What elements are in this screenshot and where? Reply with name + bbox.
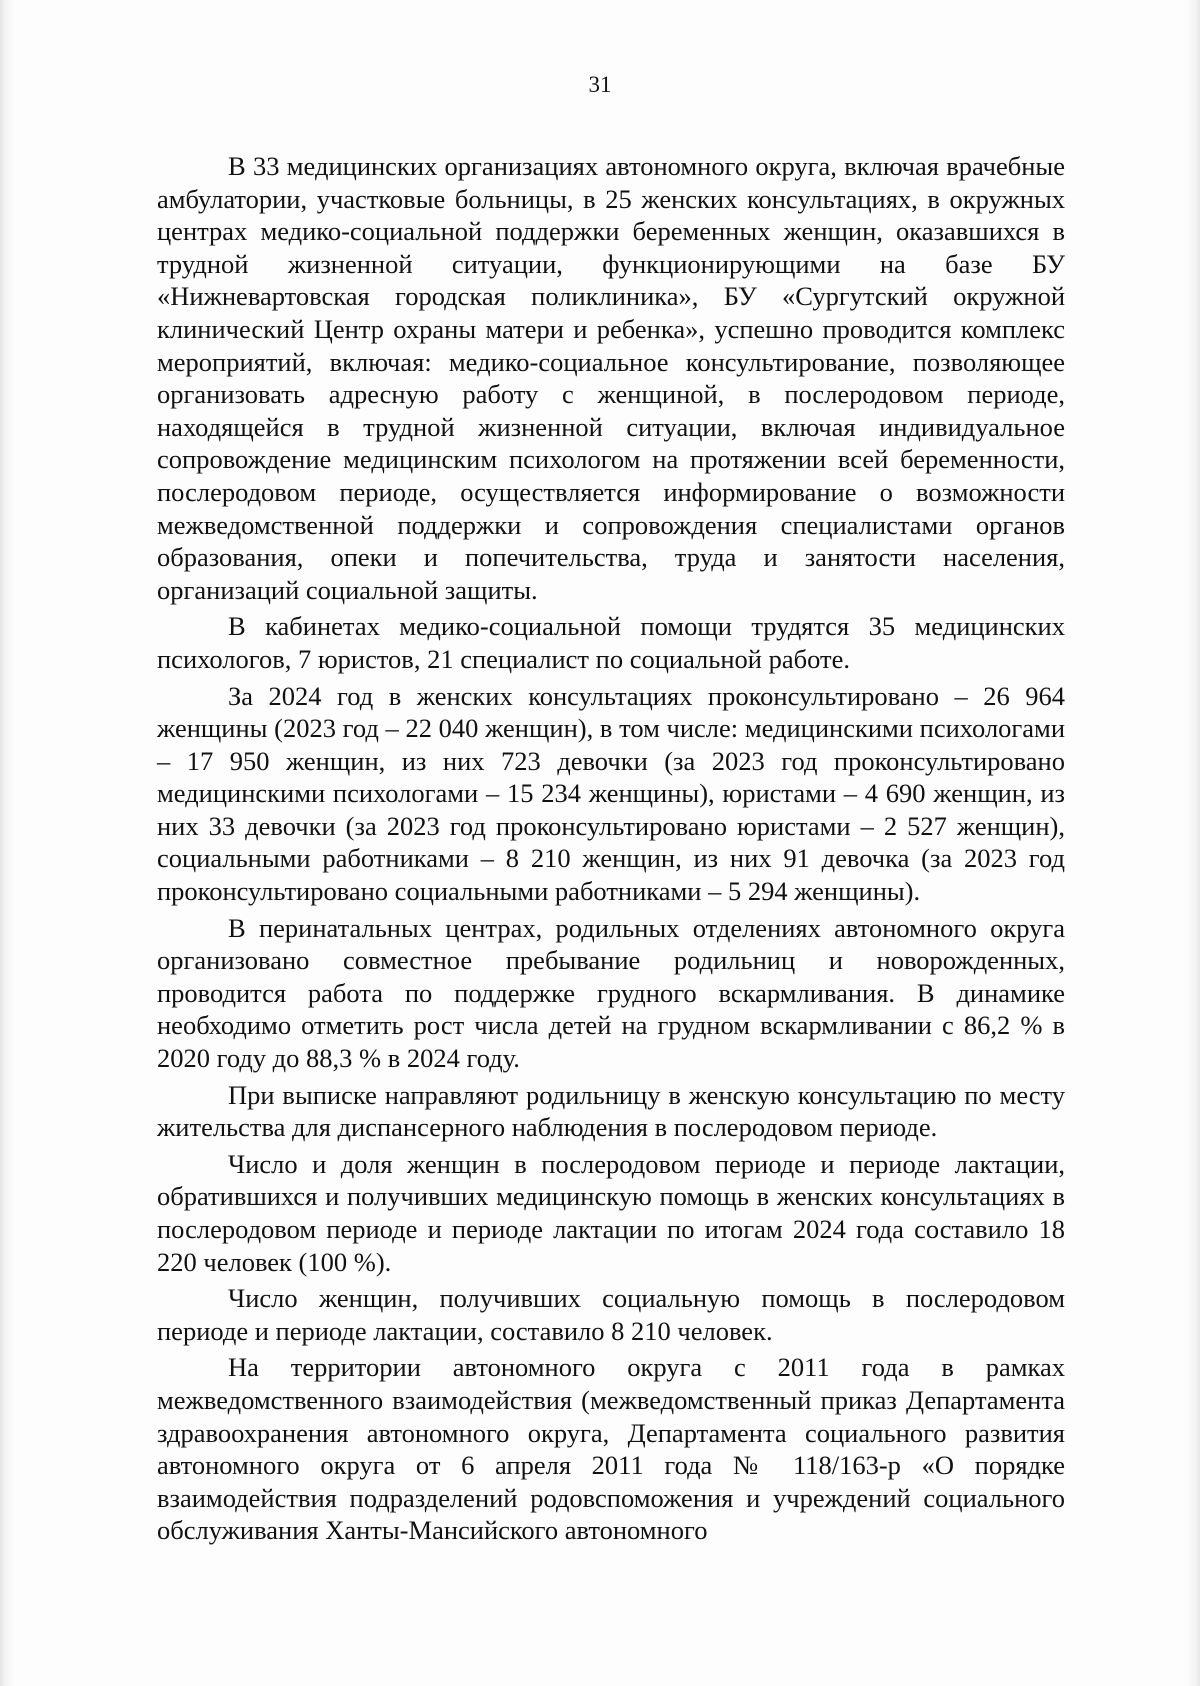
paragraph: В 33 медицинских организациях автономного округа, включая врачебные амбулатории, участковые больницы, в 25 женских консультациях, в окружных центрах медико-социальной поддержки беременных женщин, оказавшихся в трудной жизненной ситуации, функционирующими на базе БУ «Нижневартовская городская поликлиника», БУ «Сургутский окружной клинический Центр охраны матери и ребенка», успешно проводится комплекс мероприятий, включая: медико-социальное консультирование, позволяющее организовать адресную работу с женщиной, в послеродовом периоде, находящейся в трудной жизненной ситуации, включая индивидуальное сопровождение медицинским психологом на протяжении всей беременности, послеродовом периоде, осуществляется информирование о возможности межведомственной поддержки и сопровождения специалистами органов образования, опеки и попечительства, труда и занятости населения, организаций социальной защиты. — [157, 151, 1065, 605]
paragraph: За 2024 год в женских консультациях проконсультировано – 26 964 женщины (2023 год – 22 040 женщин), в том числе: медицинскими психологами – 17 950 женщин, из них 723 девочки (за 2023 год проконсультировано медицинскими психологами – 15 234 женщины), юристами – 4 690 женщин, из них 33 девочки (за 2023 год проконсультировано юристами – 2 527 женщин), социальными работниками – 8 210 женщин, из них 91 девочка (за 2023 год проконсультировано социальными работниками – 5 294 женщины). — [157, 680, 1065, 907]
paragraph: В кабинетах медико-социальной помощи трудятся 35 медицинских психологов, 7 юристов, 21 специалист по социальной работе. — [157, 611, 1065, 674]
paragraph: При выписке направляют родильницу в женскую консультацию по месту жительства для диспансерного наблюдения в послеродовом периоде. — [157, 1079, 1065, 1143]
scan-edge-right — [1186, 0, 1200, 1686]
page-number: 31 — [588, 72, 612, 97]
paragraph: Число женщин, получивших социальную помощь в послеродовом периоде и периоде лактации, составило 8 210 человек. — [157, 1283, 1065, 1346]
paragraph: В перинатальных центрах, родильных отделениях автономного округа организовано совместное пребывание родильниц и новорожденных, проводится работа по поддержке грудного вскармливания. В динамике необходимо отметить рост числа детей на грудном вскармливании с 86,2 % в 2020 году до 88,3 % в 2024 году. — [157, 912, 1065, 1074]
scan-edge-left — [0, 0, 14, 1686]
body-text — [157, 150, 1065, 1551]
paragraph: Число и доля женщин в послеродовом периоде и периоде лактации, обратившихся и получивших медицинскую помощь в женских консультациях в послеродовом периоде и периоде лактации по итогам 2024 года составило 18 220 человек (100 %). — [157, 1148, 1065, 1277]
paragraph: На территории автономного округа с 2011 года в рамках межведомственного взаимодействия (межведомственный приказ Департамента здравоохранения автономного округа, Департамента социального развития автономного округа от 6 апреля 2011 года № 118/163-р «О порядке взаимодействия подразделений родовспоможения и учреждений социального обслуживания Ханты-Мансийского автономного — [157, 1352, 1065, 1546]
